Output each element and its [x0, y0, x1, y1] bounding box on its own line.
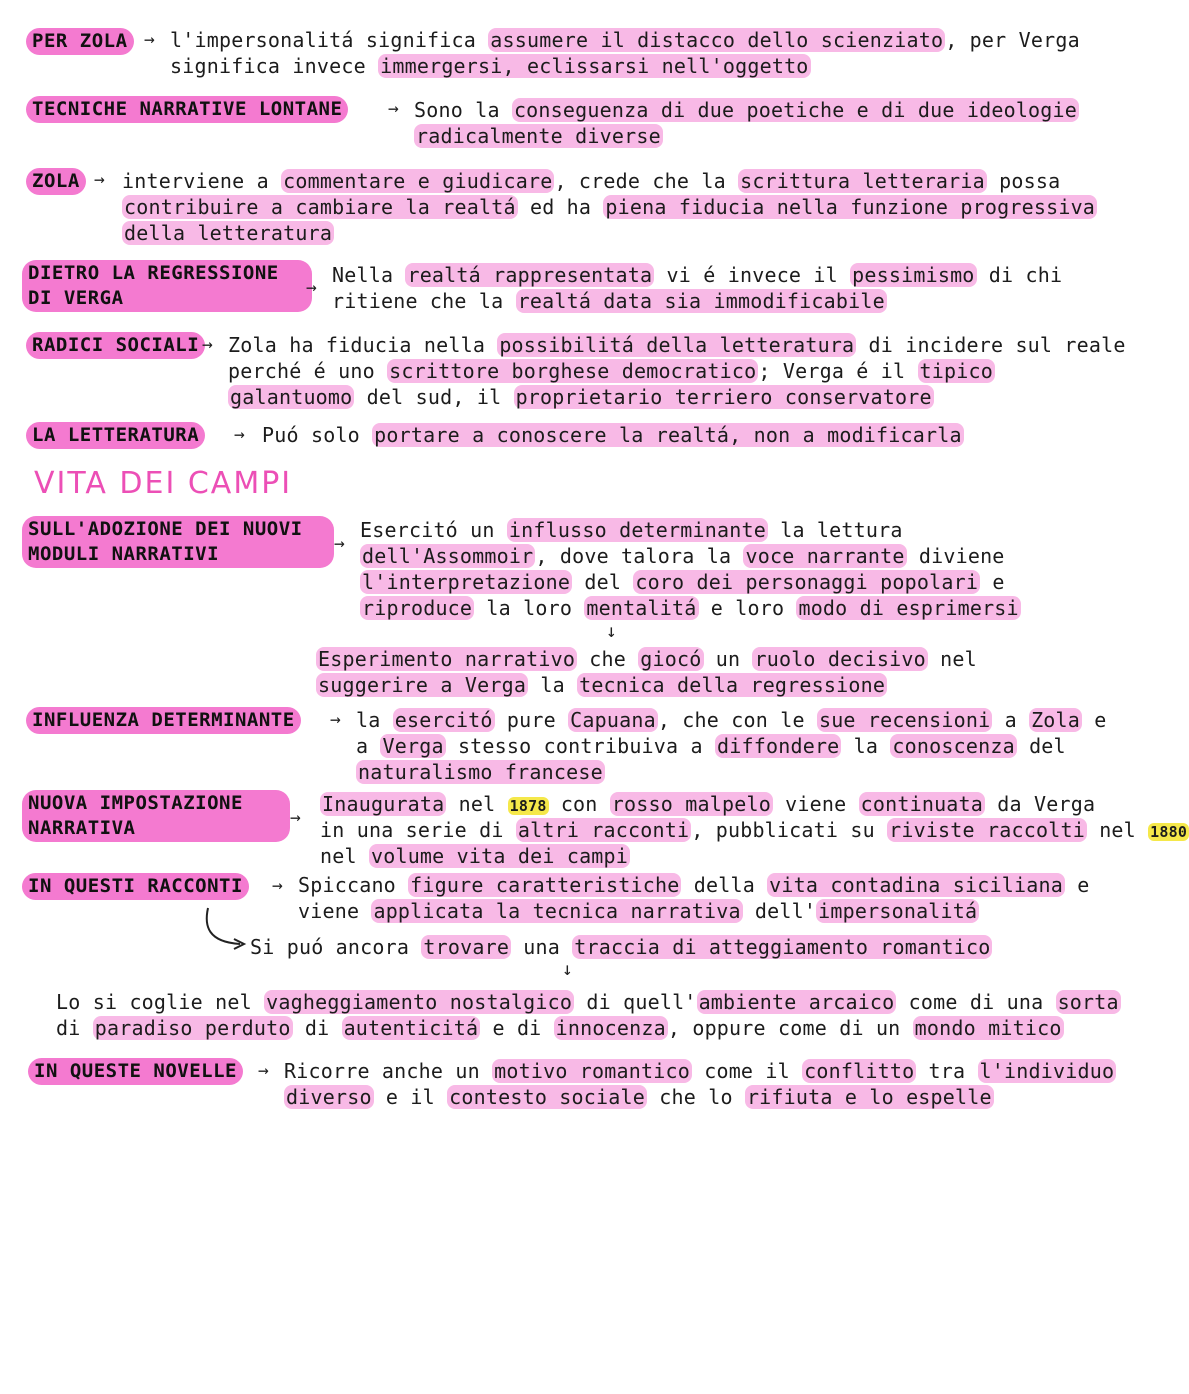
text-line: naturalismo francese — [358, 760, 603, 784]
text-line: contribuire a cambiare la realtá ed ha piena fiducia nella funzione progressiva — [124, 195, 1096, 219]
text-line: interviene a commentare e giudicare , crede che la scrittura letteraria possa — [122, 169, 1061, 193]
text-line: riproduce la loro mentalitá e loro modo di esprimersi — [362, 596, 1019, 620]
text-line: ritiene che la realtá data sia immodificabile — [332, 289, 885, 313]
arrow-icon: → — [202, 334, 213, 355]
label-in-queste-novelle: IN QUESTE NOVELLE — [28, 1058, 243, 1085]
arrow-icon: → — [334, 533, 345, 554]
text-line: Esperimento narrativo che giocó un ruolo decisivo nel — [318, 647, 977, 671]
text-line: galantuomo del sud, il proprietario terriero conservatore — [230, 385, 932, 409]
text-line: l'interpretazione del coro dei personaggi popolari e — [362, 570, 1005, 594]
text-line: l'impersonalitá significa assumere il distacco dello scienziato , per Verga — [170, 28, 1080, 52]
arrow-icon: → — [388, 98, 399, 119]
text-line: radicalmente diverse — [416, 124, 661, 148]
label-tecniche-narrative: TECNICHE NARRATIVE LONTANE — [26, 96, 348, 123]
label-in-questi-racconti: IN QUESTI RACCONTI — [22, 873, 249, 900]
text-line: perché é uno scrittore borghese democratico ; Verga é il tipico — [228, 359, 993, 383]
label-radici-sociali: RADICI SOCIALI — [26, 332, 205, 359]
arrow-icon: → — [258, 1060, 269, 1081]
section-title: VITA DEI CAMPI — [34, 466, 293, 501]
down-arrow-icon: ↓ — [606, 621, 617, 642]
down-arrow-icon: ↓ — [562, 959, 573, 980]
label-la-letteratura: LA LETTERATURA — [26, 422, 205, 449]
text-line: nel volume vita dei campi — [320, 844, 629, 868]
text-line: Inaugurata nel 1878 con rosso malpelo viene continuata da Verga — [322, 792, 1096, 816]
year-badge: 1880 — [1150, 823, 1188, 841]
text-line: di paradiso perduto di autenticitá e di innocenza , oppure come di un mondo mitico — [56, 1016, 1062, 1040]
text-line: Lo si coglie nel vagheggiamento nostalgico di quell' ambiente arcaico come di una sorta — [56, 990, 1119, 1014]
text-line: Ricorre anche un motivo romantico come il conflitto tra l'individuo — [284, 1059, 1115, 1083]
arrow-icon: → — [94, 169, 105, 190]
label-per-zola: PER ZOLA — [26, 28, 134, 55]
text-line: diverso e il contesto sociale che lo rifiuta e lo espelle — [286, 1085, 992, 1109]
label-nuova-impostazione: NUOVA IMPOSTAZIONE NARRATIVA — [22, 790, 290, 842]
arrow-icon: → — [234, 424, 245, 445]
label-adozione-moduli: SULL'ADOZIONE DEI NUOVI MODULI NARRATIVI — [22, 516, 334, 568]
label-zola: ZOLA — [26, 168, 86, 195]
text-line: Puó solo portare a conoscere la realtá, non a modificarla — [262, 423, 962, 447]
arrow-icon: → — [144, 29, 155, 50]
text-line: in una serie di altri racconti , pubblicati su riviste raccolti nel 1880 — [320, 818, 1188, 842]
label-dietro-la-regressione: DIETRO LA REGRESSIONE DI VERGA — [22, 260, 312, 312]
text-line: Zola ha fiducia nella possibilitá della letteratura di incidere sul reale — [228, 333, 1126, 357]
arrow-icon: → — [272, 875, 283, 896]
text-line: significa invece immergersi, eclissarsi nell'oggetto — [170, 54, 809, 78]
text-line: Nella realtá rappresentata vi é invece il pessimismo di chi — [332, 263, 1063, 287]
text-line: a Verga stesso contribuiva a diffondere la conoscenza del — [356, 734, 1066, 758]
text-line: dell'Assommoir , dove talora la voce narrante diviene — [362, 544, 1005, 568]
text-line: Sono la conseguenza di due poetiche e di due ideologie — [414, 98, 1078, 122]
text-line: suggerire a Verga la tecnica della regressione — [318, 673, 886, 697]
label-influenza-determinante: INFLUENZA DETERMINANTE — [26, 707, 301, 734]
arrow-icon: → — [290, 807, 301, 828]
text-line: Esercitó un influsso determinante la lettura — [360, 518, 903, 542]
text-line: Spiccano figure caratteristiche della vita contadina siciliana e — [298, 873, 1090, 897]
year-badge: 1878 — [509, 797, 547, 815]
text-line: Si puó ancora trovare una traccia di atteggiamento romantico — [250, 935, 991, 959]
text-line: la esercitó pure Capuana , che con le sue recensioni a Zola e — [356, 708, 1107, 732]
arrow-icon: → — [306, 277, 317, 298]
curved-arrow-icon — [200, 906, 252, 950]
text-line: della letteratura — [124, 221, 333, 245]
text-line: viene applicata la tecnica narrativa dell' impersonalitá — [298, 899, 978, 923]
arrow-icon: → — [330, 709, 341, 730]
